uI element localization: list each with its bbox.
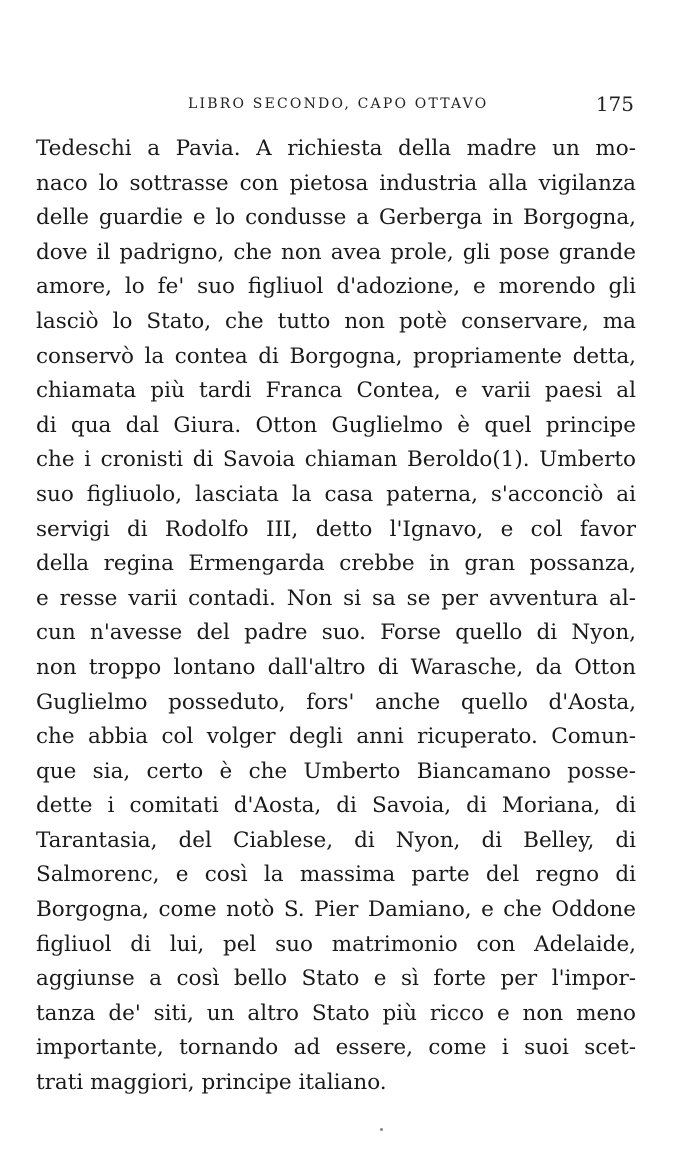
text-line: cun n'avesse del padre suo. Forse quello di Nyon, <box>36 620 636 646</box>
text-line: Tedeschi a Pavia. A richiesta della madre un mo- <box>36 136 636 161</box>
text-line: e resse varii contadi. Non si sa se per avventura al- <box>36 585 636 611</box>
text-line: che i cronisti di Savoia chiaman Beroldo(1). Umberto <box>36 447 636 473</box>
text-line: della regina Ermengarda crebbe in gran possanza, <box>36 551 636 577</box>
text-line: que sia, certo è che Umberto Biancamano posse- <box>36 758 636 784</box>
text-line: lasciò lo Stato, che tutto non potè conservare, ma <box>36 308 636 334</box>
text-line: amore, lo fe' suo figliuol d'adozione, e morendo gli <box>36 274 636 300</box>
text-line: servigi di Rodolfo III, detto l'Ignavo, e col favor <box>36 516 636 542</box>
text-line: dette i comitati d'Aosta, di Savoia, di Moriana, di <box>36 793 636 819</box>
text-line: che abbia col volger degli anni ricuperato. Comun- <box>36 724 636 750</box>
running-header <box>0 92 700 122</box>
text-line: delle guardie e lo condusse a Gerberga in Borgogna, <box>36 205 636 231</box>
text-line: aggiunse a così bello Stato e sì forte per l'impor- <box>36 966 636 992</box>
body-text <box>36 132 636 1101</box>
text-line: Borgogna, come notò S. Pier Damiano, e che Oddone <box>36 897 636 923</box>
text-line: Guglielmo posseduto, fors' anche quello d'Aosta, <box>36 689 636 715</box>
page-number: 175 <box>595 92 634 116</box>
print-speck <box>380 1128 383 1131</box>
text-line: chiamata più tardi Franca Contea, e varii paesi al <box>36 378 636 404</box>
text-line: non troppo lontano dall'altro di Warasche, da Otton <box>36 654 636 680</box>
text-line: trati maggiori, principe italiano. <box>36 1070 387 1096</box>
text-line: conservò la contea di Borgogna, propriamente detta, <box>36 343 636 369</box>
running-title: LIBRO SECONDO, CAPO OTTAVO <box>188 96 489 112</box>
text-line: dove il padrigno, che non avea prole, gli pose grande <box>36 239 636 265</box>
text-line: importante, tornando ad essere, come i suoi scet- <box>36 1035 636 1061</box>
text-line: tanza de' siti, un altro Stato più ricco e non meno <box>36 1000 636 1026</box>
text-line: Tarantasia, del Ciablese, di Nyon, di Belley, di <box>36 827 636 853</box>
text-line: suo figliuolo, lasciata la casa paterna, s'acconciò ai <box>36 481 636 507</box>
text-line: figliuol di lui, pel suo matrimonio con Adelaide, <box>36 931 636 957</box>
text-line: Salmorenc, e così la massima parte del regno di <box>36 862 636 888</box>
text-line: naco lo sottrasse con pietosa industria alla vigilanza <box>36 170 636 196</box>
text-line: di qua dal Giura. Otton Guglielmo è quel principe <box>36 412 636 438</box>
